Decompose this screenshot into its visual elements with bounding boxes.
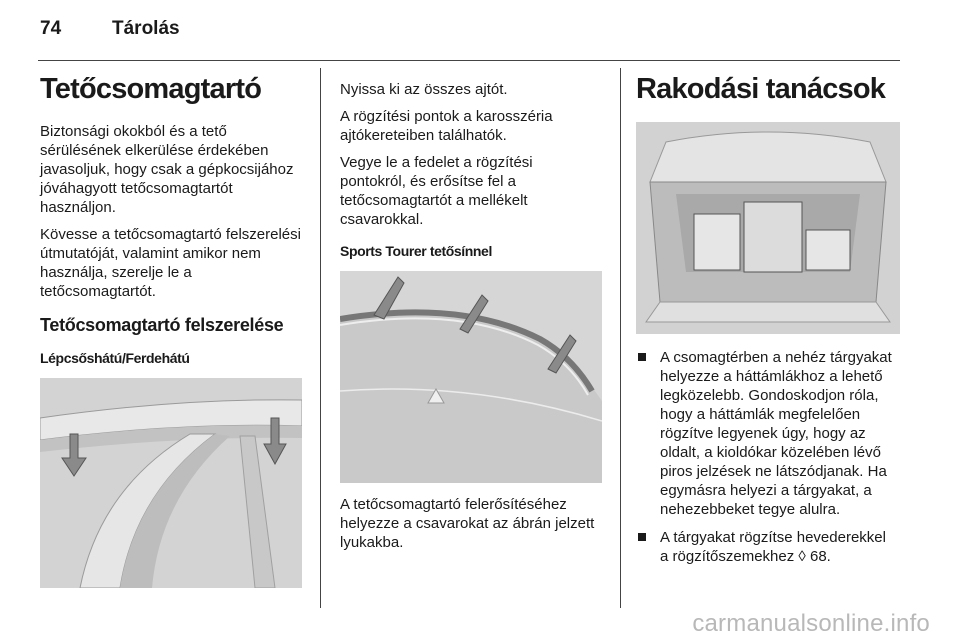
loading-tip-2: A tárgyakat rögzítse hevederekkel a rögzítőszemekhez ◊ 68. [660,529,886,565]
middle-column [340,80,602,560]
left-paragraph-2: Kövesse a tetőcsomagtartó felszerelési útmutatóját, valamint amikor nem használja, szerelje le a tetőcsomagtartót. [40,226,301,300]
left-column [40,72,306,588]
middle-paragraph-1: Nyissa ki az összes ajtót. [340,81,508,98]
list-item [628,528,898,566]
header-rule [38,60,900,61]
sports-tourer-label: Sports Tourer tetősínnel [340,243,492,259]
installation-heading: Tetőcsomagtartó felszerelése [40,315,284,335]
section-title: Tárolás [112,18,180,39]
middle-paragraph-2: A rögzítési pontok a karosszéria ajtókereteiben találhatók. [340,108,553,144]
middle-paragraph-3: Vegye le a fedelet a rögzítési pontokról, és erősítse fel a tetőcsomagtartót a mellékelt csavarokkal. [340,154,533,228]
loading-tips-heading: Rakodási tanácsok [636,73,886,105]
loading-tip-1: A csomagtérben a nehéz tárgyakat helyezze a háttámlákhoz a lehető legközelebb. Gondoskodjon róla, hogy a háttámlák megfelelően rögzítve legyenek úgy, hogy az oldalt, a kioldókar közelében lévő piros jelzések ne látszódjanak. Ha egymásra helyezi a tárgyakat, a nehezebbeket tegye alulra. [660,349,892,518]
roof-rail-illustration-sports-tourer [340,271,602,483]
trunk-loading-illustration [636,122,900,334]
site-watermark: carmanualsonline.info [692,610,930,637]
trunk-drawing [636,122,900,334]
bullet-square-icon [638,353,646,361]
loading-tips-list [628,348,898,566]
page-number: 74 [40,18,62,39]
roof-mount-illustration-sedan [40,378,302,588]
list-item [628,348,898,519]
page-header [40,18,920,48]
column-divider-1 [320,68,321,608]
roof-rail-drawing [340,271,602,483]
sedan-hatchback-label: Lépcsőshátú/Ferdehátú [40,350,190,366]
roof-rack-heading: Tetőcsomagtartó [40,73,262,105]
bullet-square-icon [638,533,646,541]
roof-rail-caption: A tetőcsomagtartó felerősítéséhez helyezze a csavarokat az ábrán jelzett lyukakba. [340,496,595,551]
column-divider-2 [620,68,621,608]
right-column [636,72,906,575]
roof-frame-drawing [40,378,302,588]
left-paragraph-1: Biztonsági okokból és a tető sérülésének elkerülése érdekében javasoljuk, hogy csak a gépkocsijához jóváhagyott tetőcsomagtartót használjon. [40,123,294,216]
